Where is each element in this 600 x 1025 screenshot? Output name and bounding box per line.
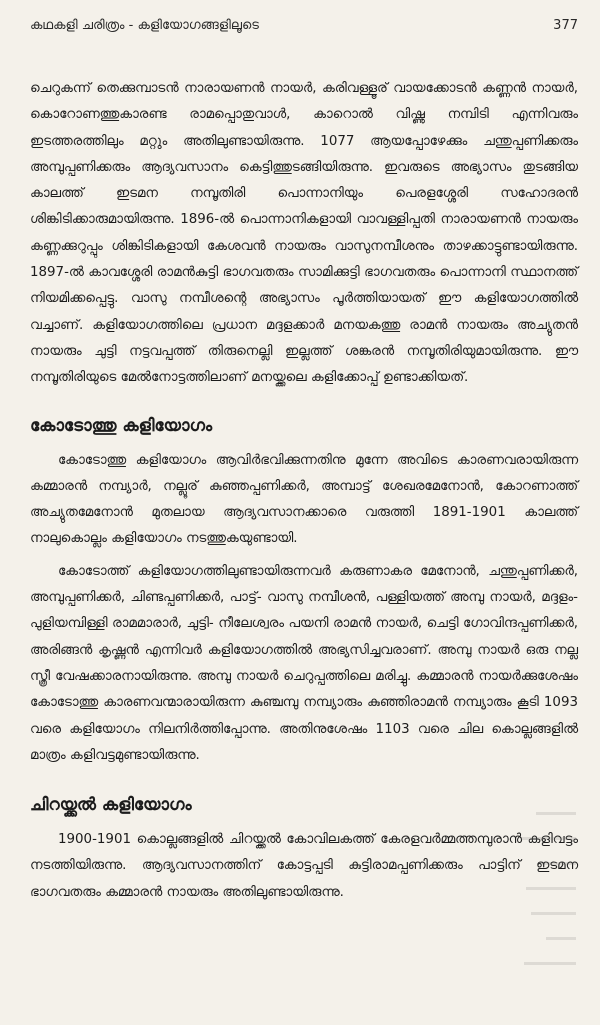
- page-number: 377: [553, 18, 578, 33]
- running-header: [30, 18, 578, 44]
- paragraph-3: കോടോത്ത് കളിയോഗത്തിലുണ്ടായിരുന്നവർ കരുണാകര മേനോൻ, ചന്തുപ്പണിക്കർ, അമ്പുപ്പണിക്കർ, ചിണ്ടപ്പണിക്കർ, പാട്ട്- വാസു നമ്പീശൻ, പള്ളിയത്ത് അമ്പു നായർ, മദ്ദളം- പുളിയമ്പിള്ളി രാമമാരാർ, ചുട്ടി- നീലേശ്വരം പയനി രാമൻ നായർ, ചെട്ടി ഗോവിന്ദപ്പണിക്കർ, അരിങ്ങൻ കൃഷ്ണൻ എന്നിവർ കളിയോഗത്തിൽ അഭ്യസിച്ചവരാണ്. അമ്പു നായർ ഒരു നല്ല സ്ത്രീ വേഷക്കാരനായിരുന്നു. അമ്പു നായർ ചെറുപ്പത്തിലെ മരിച്ചു. കമ്മാരൻ നായർക്കുശേഷം കോടോത്തു കാരണവന്മാരായിരുന്ന കുഞ്ചമ്പു നമ്പ്യാരും കുഞ്ഞിരാമൻ നമ്പ്യാരും കൂടി 1093 വരെ കളിയോഗം നിലനിർത്തിപ്പോന്നു. അതിനുശേഷം 1103 വരെ ചില കൊല്ലങ്ങളിൽ മാത്രം കളിവട്ടമുണ്ടായിരുന്നു.: [30, 563, 578, 763]
- paragraph-1: ചെറുകന്ന് തെക്കുമ്പാടൻ നാരായണൻ നായർ, കരിവള്ളൂര് വായക്കോടൻ കണ്ണൻ നായർ, കൊറോണത്തുകാരണ്ട രാമപ്പൊതുവാൾ, കാറൊൽ വിഷ്ണു നമ്പിടി എന്നിവരും ഇടത്തരത്തിലും മറ്റും അതിലുണ്ടായിരുന്നു. 1077 ആയപ്പോഴേക്കും ചന്തുപ്പണിക്കരും അമ്പുപ്പണിക്കരും ആദ്യവസാനം കെട്ടിത്തുടങ്ങിയിരുന്നു. ഇവരുടെ അഭ്യാസം തുടങ്ങിയ കാലത്ത് ഇടമന നമ്പൂതിരി പൊന്നാനിയും പെരളശ്ശേരി സഹോദരൻ ശിങ്കിടിക്കാരുമായിരുന്നു. 1896-ൽ പൊന്നാനികളായി വാവള്ളിപ്പതി നാരായണൻ നായരും കണ്ണക്കുറുപ്പും ശിങ്കിടികളായി കേശവൻ നായരും വാസുനമ്പീശനും താഴക്കാട്ടുണ്ടായിരുന്നു. 1897-ൽ കാവശ്ശേരി രാമൻകുട്ടി ഭാഗവതരും സാമിക്കുട്ടി ഭാഗവതരും പൊന്നാനി സ്ഥാനത്ത് നിയമിക്കപ്പെട്ടു. വാസു നമ്പീശന്റെ അഭ്യാസം പൂർത്തിയായത് ഈ കളിയോഗത്തിൽ വച്ചാണ്. കളിയോഗത്തിലെ പ്രധാന മദ്ദളക്കാർ മനയകത്തു രാമൻ നായരും അച്യുതൻ നായരും ചുട്ടി നട്ടവപ്പത്ത് തിരുനെല്ലി ഇല്ലത്ത് ശങ്കരൻ നമ്പൂതിരിയുമായിരുന്നു. ഈ നമ്പൂതിരിയുടെ മേൽനോട്ടത്തിലാണ് മനയ്ക്കലെ കളിക്കോപ്പ് ഉണ്ടാക്കിയത്.: [30, 81, 578, 386]
- section-heading-kodothu: കോടോത്തു കളിയോഗം: [30, 415, 213, 436]
- paragraph-4: 1900-1901 കൊല്ലങ്ങളിൽ ചിറയ്ക്കൽ കോവിലകത്ത് കേരളവർമ്മത്തമ്പുരാൻ കളിവട്ടം നടത്തിയിരുന്നു. ആദ്യവസാനത്തിന് കോട്ടപ്പടി കുട്ടിരാമപ്പണിക്കരും പാട്ടിന് ഇടമന ഭാഗവതരും കമ്മാരൻ നായരും അതിലുണ്ടായിരുന്നു.: [30, 832, 578, 900]
- paragraph-2: കോടോത്തു കളിയോഗം ആവിർഭവിക്കുന്നതിനു മുന്നേ അവിടെ കാരണവരായിരുന്ന കമ്മാരൻ നമ്പ്യാർ, നല്ലൂര് കുഞ്ഞപ്പണിക്കർ, അമ്പാട്ട് ശേഖരമേനോൻ, കോറണാത്ത് അച്യുതമേനോൻ മുതലായ ആദ്യവസാനക്കാരെ വരുത്തി 1891-1901 കാലത്ത് നാലുകൊല്ലം കളിയോഗം നടത്തുകയുണ്ടായി.: [30, 452, 578, 547]
- running-title: കഥകളി ചരിത്രം - കളിയോഗങ്ങളിലൂടെ: [30, 18, 259, 33]
- section-heading-chirakkal: ചിറയ്ക്കൽ കളിയോഗം: [30, 795, 192, 816]
- bleed-through-shadow: [516, 790, 576, 1000]
